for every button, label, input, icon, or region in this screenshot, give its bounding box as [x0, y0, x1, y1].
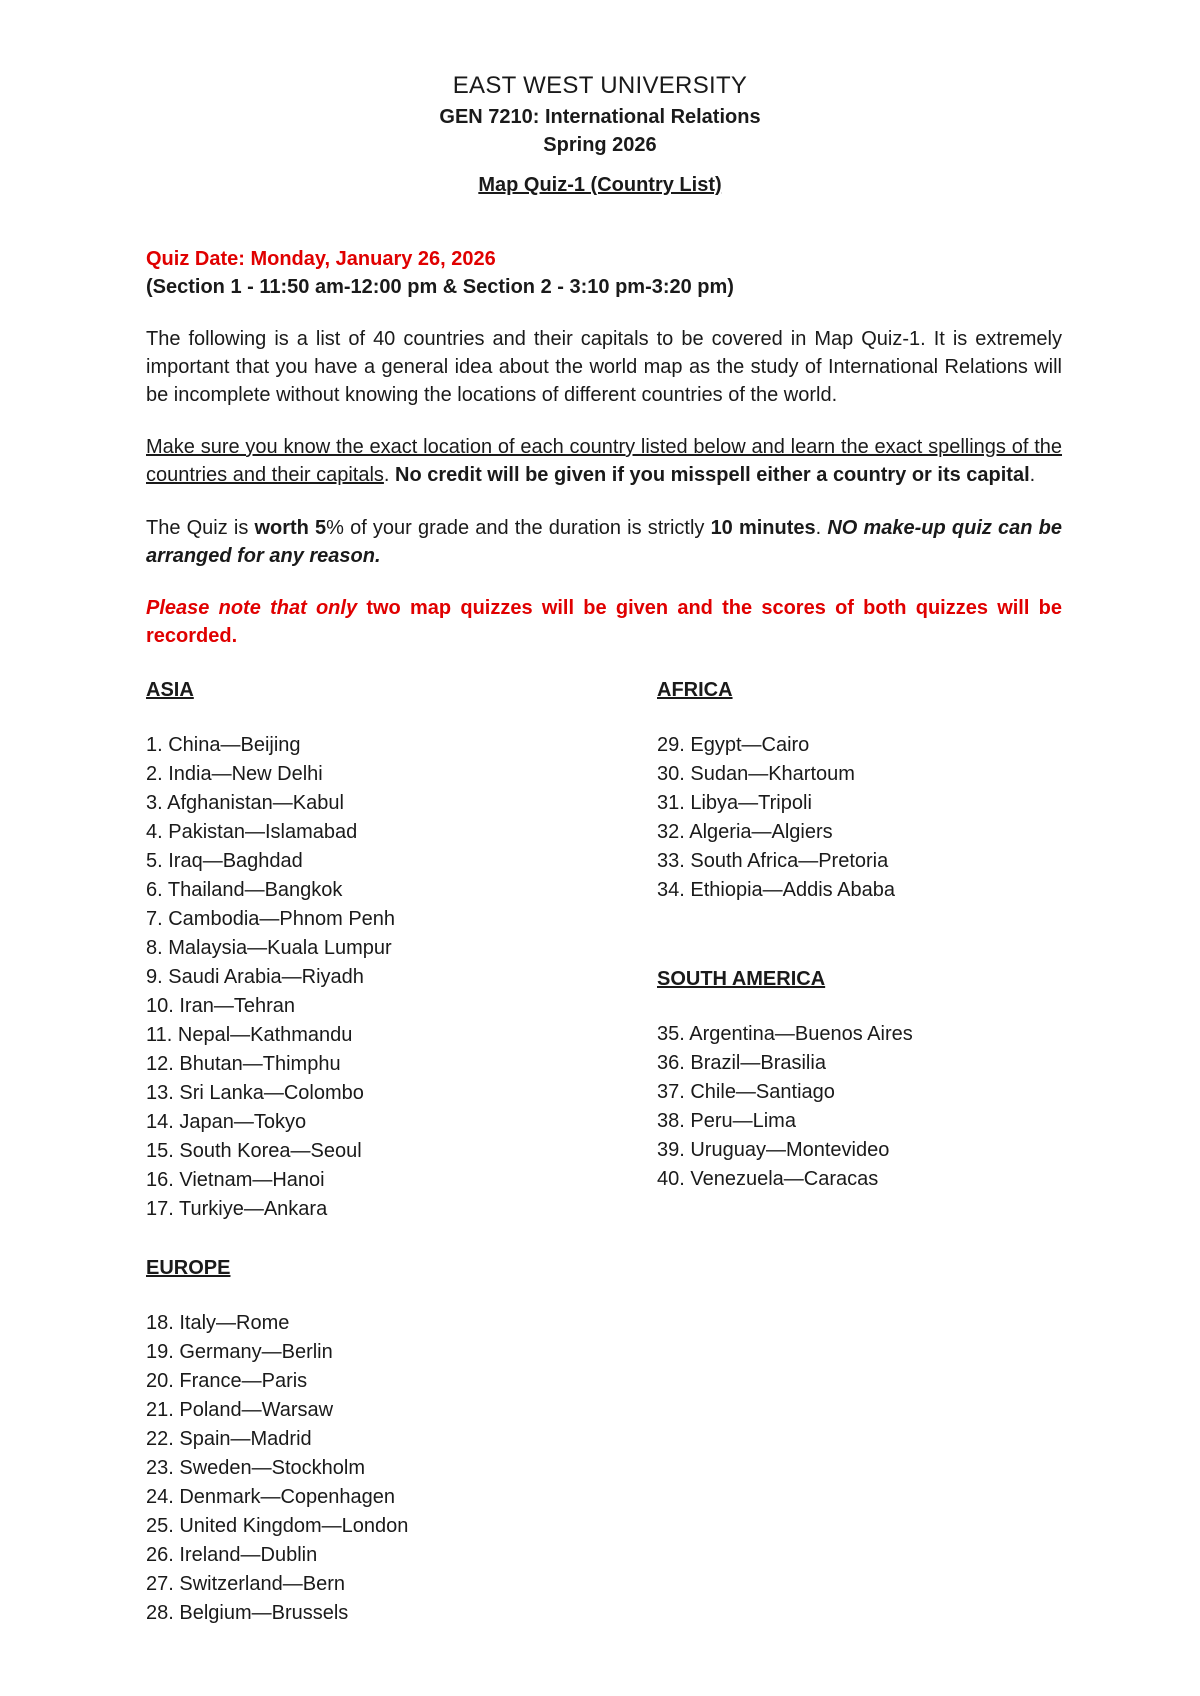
country-capital-item: 4. Pakistan—Islamabad: [146, 821, 358, 843]
country-capital-item: 3. Afghanistan—Kabul: [146, 792, 344, 814]
country-capital-item: 34. Ethiopia—Addis Ababa: [657, 879, 895, 901]
country-capital-item: 12. Bhutan—Thimphu: [146, 1053, 341, 1075]
quiz-count-note: [146, 594, 1062, 650]
country-capital-item: 23. Sweden—Stockholm: [146, 1457, 366, 1479]
worth-duration: 10 minutes: [710, 517, 816, 539]
country-capital-item: 32. Algeria—Algiers: [657, 821, 833, 843]
country-capital-item: 39. Uruguay—Montevideo: [657, 1139, 890, 1161]
country-capital-item: 18. Italy—Rome: [146, 1312, 290, 1334]
country-capital-item: 17. Turkiye—Ankara: [146, 1198, 328, 1220]
country-capital-item: 13. Sri Lanka—Colombo: [146, 1082, 364, 1104]
country-capital-item: 37. Chile—Santiago: [657, 1081, 835, 1103]
country-capital-item: 16. Vietnam—Hanoi: [146, 1169, 325, 1191]
country-capital-item: 26. Ireland—Dublin: [146, 1544, 318, 1566]
note-rest: two map quizzes will be given and the scores of both quizzes will be recorded.: [146, 597, 1062, 647]
worth-percent: worth 5: [254, 517, 327, 539]
country-capital-item: 35. Argentina—Buenos Aires: [657, 1023, 913, 1045]
country-capital-item: 31. Libya—Tripoli: [657, 792, 812, 814]
region-africa: [657, 676, 895, 905]
country-capital-item: 36. Brazil—Brasilia: [657, 1052, 826, 1074]
worth-part1: The Quiz is: [146, 517, 255, 539]
region-heading: AFRICA: [657, 679, 733, 701]
spelling-warning: [146, 433, 1062, 489]
country-list: [146, 731, 395, 1224]
country-capital-item: 40. Venezuela—Caracas: [657, 1168, 879, 1190]
warning-underlined-text: Make sure you know the exact location of each country listed below and learn the exact spellings of the countries and their capitals: [146, 436, 1062, 486]
warning-end: .: [1029, 464, 1036, 486]
country-capital-item: 8. Malaysia—Kuala Lumpur: [146, 937, 392, 959]
worth-part3: .: [815, 517, 828, 539]
country-capital-item: 24. Denmark—Copenhagen: [146, 1486, 396, 1508]
country-capital-item: 21. Poland—Warsaw: [146, 1399, 334, 1421]
country-capital-item: 14. Japan—Tokyo: [146, 1111, 307, 1133]
no-makeup-notice: NO make-up quiz can be arranged for any reason.: [146, 517, 1062, 567]
warning-bold-text: No credit will be given if you misspell either a country or its capital: [395, 464, 1030, 486]
country-capital-item: 6. Thailand—Bangkok: [146, 879, 343, 901]
warning-separator: .: [383, 464, 396, 486]
worth-part2: % of your grade and the duration is strictly: [326, 517, 711, 539]
region-south-america: [657, 965, 913, 1194]
country-capital-item: 29. Egypt—Cairo: [657, 734, 810, 756]
country-capital-item: 38. Peru—Lima: [657, 1110, 796, 1132]
country-capital-item: 2. India—New Delhi: [146, 763, 323, 785]
country-capital-item: 5. Iraq—Baghdad: [146, 850, 303, 872]
country-capital-item: 27. Switzerland—Bern: [146, 1573, 345, 1595]
country-list: [657, 1020, 913, 1194]
term-label: Spring 2026: [543, 134, 657, 156]
document-title: [0, 174, 1200, 197]
country-capital-item: 28. Belgium—Brussels: [146, 1602, 349, 1624]
country-capital-item: 19. Germany—Berlin: [146, 1341, 333, 1363]
region-heading: EUROPE: [146, 1257, 231, 1279]
document-title-text: Map Quiz-1 (Country List): [478, 174, 722, 196]
country-list: [657, 731, 895, 905]
country-capital-item: 20. France—Paris: [146, 1370, 308, 1392]
country-capital-item: 9. Saudi Arabia—Riyadh: [146, 966, 364, 988]
country-list: [146, 1309, 408, 1628]
quiz-sections: (Section 1 - 11:50 am-12:00 pm & Section 2 - 3:10 pm-3:20 pm): [146, 276, 734, 298]
quiz-date: Quiz Date: Monday, January 26, 2026: [146, 248, 496, 270]
region-europe: [146, 1254, 408, 1628]
country-capital-item: 30. Sudan—Khartoum: [657, 763, 855, 785]
country-capital-item: 11. Nepal—Kathmandu: [146, 1024, 353, 1046]
grade-weight-paragraph: [146, 514, 1062, 570]
region-asia: [146, 676, 395, 1224]
country-capital-item: 33. South Africa—Pretoria: [657, 850, 889, 872]
country-capital-item: 1. China—Beijing: [146, 734, 301, 756]
country-capital-item: 7. Cambodia—Phnom Penh: [146, 908, 396, 930]
course-title: GEN 7210: International Relations: [439, 106, 761, 128]
note-italic: Please note that only: [146, 597, 358, 619]
country-capital-item: 22. Spain—Madrid: [146, 1428, 312, 1450]
region-heading: ASIA: [146, 679, 194, 701]
country-capital-item: 25. United Kingdom—London: [146, 1515, 409, 1537]
country-capital-item: 15. South Korea—Seoul: [146, 1140, 362, 1162]
country-capital-item: 10. Iran—Tehran: [146, 995, 295, 1017]
university-name: EAST WEST UNIVERSITY: [452, 72, 748, 99]
region-heading: SOUTH AMERICA: [657, 968, 826, 990]
intro-paragraph: The following is a list of 40 countries and their capitals to be covered in Map Quiz-1. It is extremely important that you have a general idea about the world map as the study of International Relations will be incomplete without knowing the locations of different countries of the world.: [146, 328, 1062, 406]
